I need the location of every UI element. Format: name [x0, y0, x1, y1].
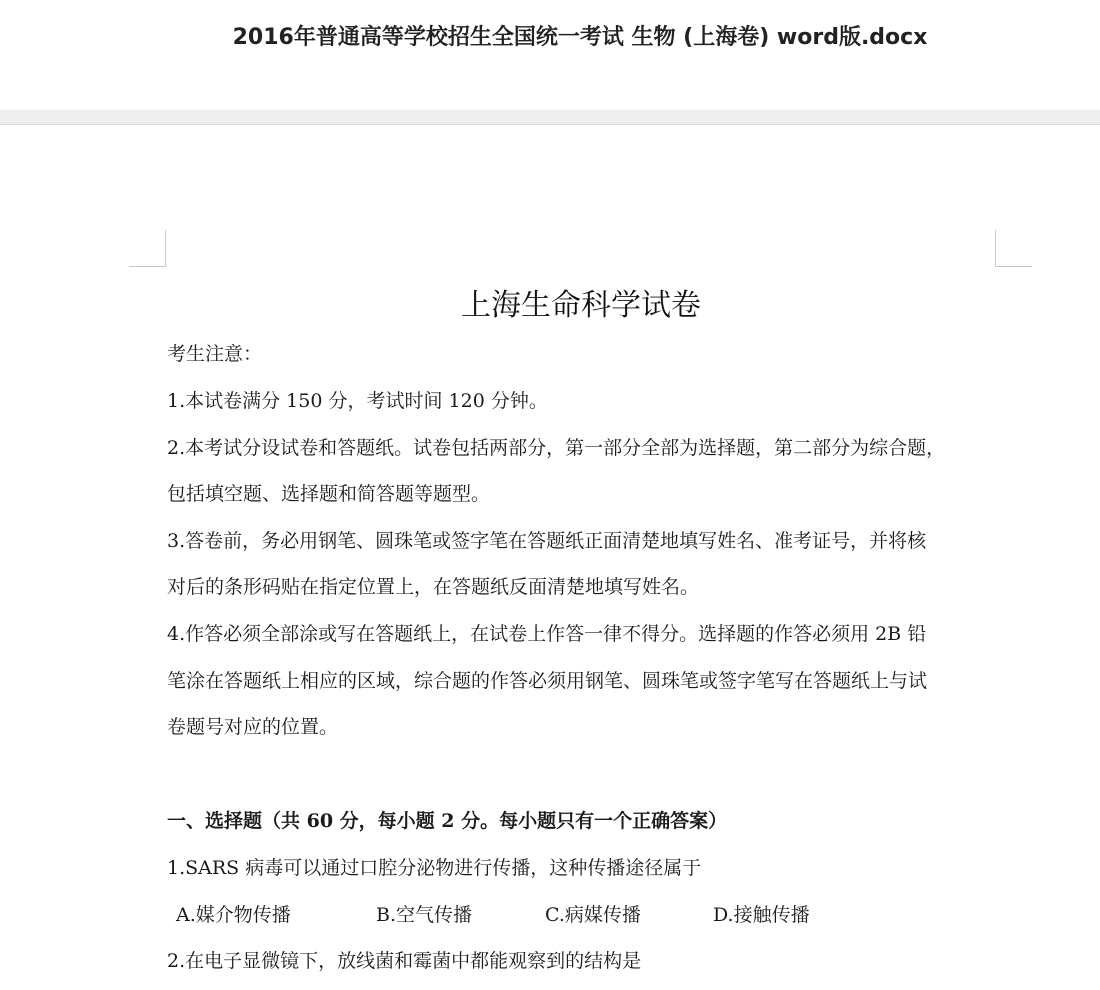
- question-2-text: 2.在电子显微镜下，放线菌和霉菌中都能观察到的结构是: [167, 950, 642, 972]
- question-1-option-a: A.媒介物传播: [176, 904, 291, 926]
- page-gap: [0, 110, 1100, 125]
- notice-line-3: 包括填空题、选择题和简答题等题型。: [167, 483, 491, 505]
- question-1-option-c: C.病媒传播: [545, 904, 641, 926]
- notice-line-7: 笔涂在答题纸上相应的区域，综合题的作答必须用钢笔、圆珠笔或签字笔写在答题纸上与试: [167, 670, 928, 692]
- exam-heading: 上海生命科学试卷: [461, 288, 701, 323]
- question-1-text: 1.SARS 病毒可以通过口腔分泌物进行传播，这种传播途径属于: [167, 857, 702, 879]
- notice-line-4: 3.答卷前，务必用钢笔、圆珠笔或签字笔在答题纸正面清楚地填写姓名、准考证号，并将核: [167, 530, 927, 552]
- document-title-bar: [0, 0, 1100, 110]
- crop-mark-top-left: [129, 230, 166, 267]
- notice-line-2: 2.本考试分设试卷和答题纸。试卷包括两部分，第一部分全部为选择题，第二部分为综合题，: [167, 437, 946, 459]
- notice-line-8: 卷题号对应的位置。: [167, 716, 339, 738]
- notice-line-1: 1.本试卷满分 150 分，考试时间 120 分钟。: [167, 390, 548, 412]
- crop-mark-top-right: [995, 230, 1032, 267]
- notice-line-5: 对后的条形码贴在指定位置上，在答题纸反面清楚地填写姓名。: [167, 576, 700, 598]
- notice-title: 考生注意：: [167, 343, 263, 365]
- document-page[interactable]: [0, 125, 1100, 990]
- notice-line-6: 4.作答必须全部涂或写在答题纸上，在试卷上作答一律不得分。选择题的作答必须用 2B 铅: [167, 623, 927, 645]
- question-1-option-b: B.空气传播: [376, 904, 473, 926]
- section-title: 一、选择题（共 60 分，每小题 2 分。每小题只有一个正确答案）: [167, 810, 728, 832]
- question-1-option-d: D.接触传播: [713, 904, 810, 926]
- document-filename: 2016年普通高等学校招生全国统一考试 生物 (上海卷) word版.docx: [232, 25, 928, 50]
